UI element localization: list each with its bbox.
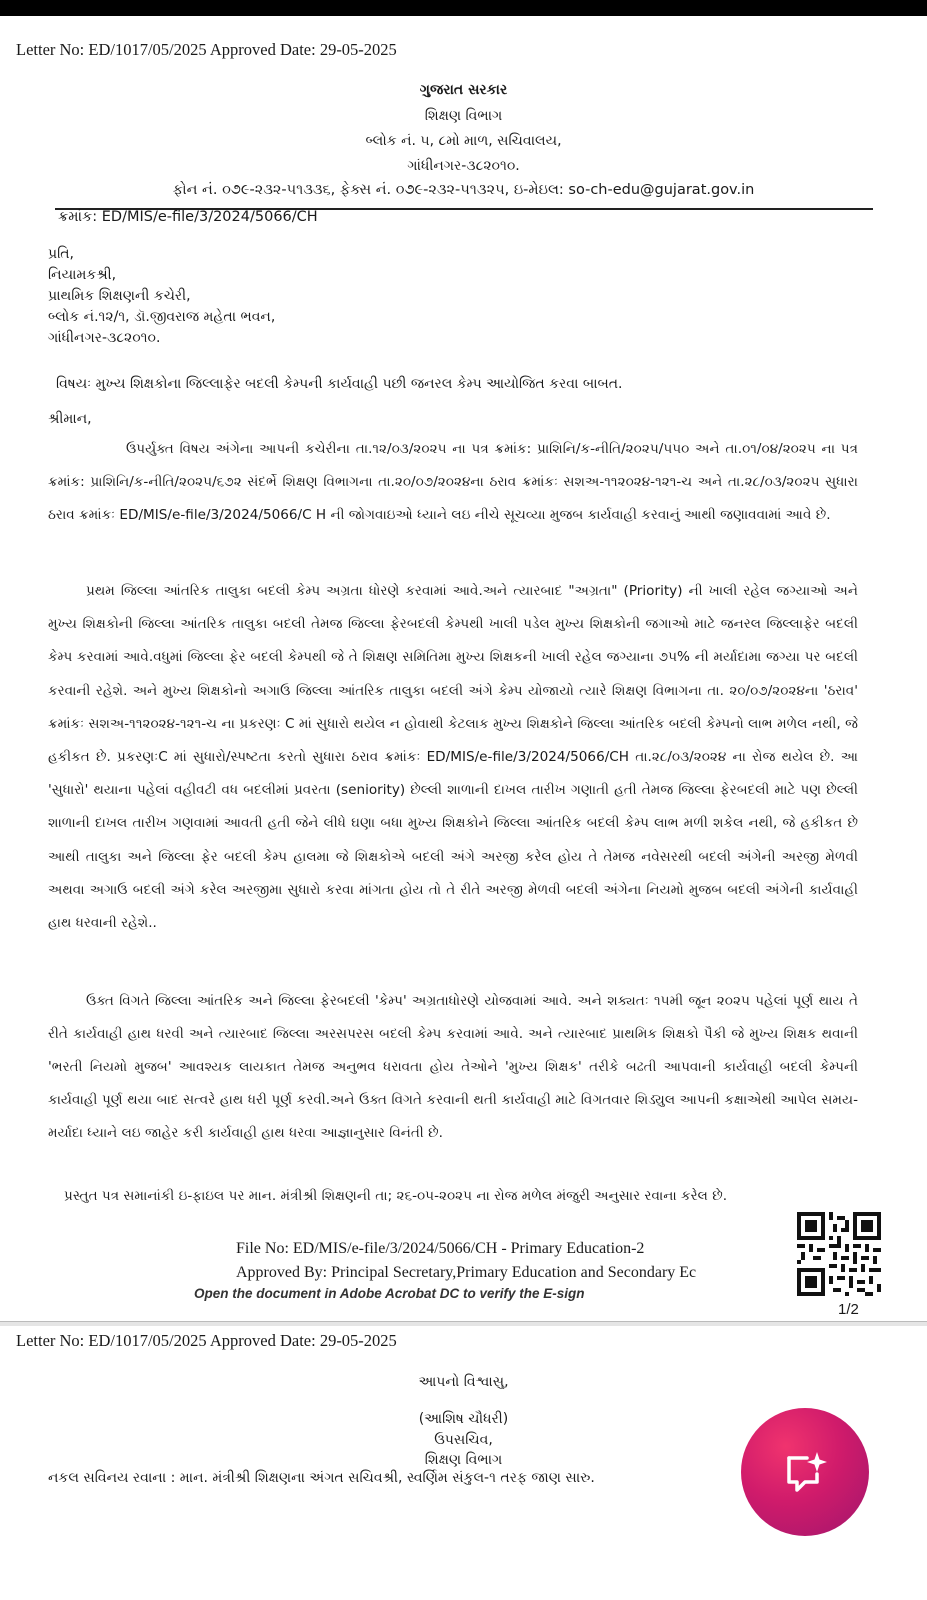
page-number: 1/2 [838,1301,859,1318]
subject-line: વિષયઃ મુખ્ય શિક્ષકોના જિલ્લાફેર બદલી કેમ્પની કાર્યવાહી પછી જનરલ કેમ્પ આયોજિત કરવા બાબત. [56,376,623,392]
recipient-line: બ્લોક નં.૧૨/૧, ડૉ.જીવરાજ મહેતા ભવન, [48,309,276,325]
recipient-line: પ્રતિ, [48,246,74,262]
body-paragraph-intro: ઉપર્યુક્ત વિષય અંગેના આપની કચેરીના તા.૧૨/૦૩/૨૦૨૫ ના પત્ર ક્રમાંક: પ્રાશિનિ/ક-નીતિ/૨૦૨૫/૫૫૦ અને તા.૦૧/૦૪/૨૦૨૫ ના પત્ર ક્રમાંક: પ્રાશિનિ/ક-નીતિ/૨૦૨૫/૬૭૨ સંદર્ભે શિક્ષણ વિભાગના તા.૨૦/૦૭/૨૦૨૪ના ઠરાવ ક્રમાંકઃ સશઅ-૧૧૨૦૨૪-૧૨૧-ચ અને તા.૨૮/૦૩/૨૦૨૫ સુધારા ઠરાવ ક્રમાંકઃ ED/MIS/e-file/3/2024/5066/C H ની જોગવાઇઓ ધ્યાને લઇ નીચે સૂચવ્યા મુજબ કાર્યવાહી કરવાનું આથી જણાવવામાં આવે છે. [48,441,858,523]
gov-title: ગુજરાત સરકાર [419,82,508,98]
body-paragraph-third: ઉક્ત વિગતે જિલ્લા આંતરિક અને જિલ્લા ફેરબદલી 'કેમ્પ' અગ્રતાધોરણે યોજવામાં આવે. અને શક્યતઃ ૧૫મી જૂન ૨૦૨૫ પહેલાં પૂર્ણ થાય તે રીતે કાર્યવાહી હાથ ધરવી અને ત્યારબાદ જિલ્લા અરસપરસ બદલી કેમ્પ કરવામાં આવે. અને ત્યારબાદ પ્રાથમિક શિક્ષકો પૈકી જે મુખ્ય શિક્ષક થવાની 'ભરતી નિયમો મુજબ' આવશ્યક લાયકાત તેમજ અનુભવ ધરાવતા હોય તેઓને 'મુખ્ય શિક્ષક' તરીકે બઢતી આપવાની કાર્યવાહી બદલી કેમ્પની કાર્યવાહી પૂર્ણ થયા બાદ સત્વરે હાથ ધરી પૂર્ણ કરવી.અને ઉક્ત વિગતે કરવાની થતી કાર્યવાહી માટે વિગતવાર શિડ્યુલ આપની કક્ષાએથી આપેલ સમય-મર્યાદા ધ્યાને લઇ જાહેર કરી કાર્યવાહી હાથ ધરવા આજ્ઞાનુસાર વિનંતી છે. [48,993,859,1141]
ai-assistant-button[interactable] [741,1408,869,1536]
copy-to-line: નકલ સવિનય રવાના : માન. મંત્રીશ્રી શિક્ષણના અંગત સચિવશ્રી, સ્વર્ણિમ સંકુલ-૧ તરફ જાણ સારુ. [48,1470,595,1486]
recipient-line: નિયામકશ્રી, [48,267,117,283]
dept-title: શિક્ષણ વિભાગ [424,108,503,124]
signatory-name: (આશિષ ચૌધરી) [418,1411,509,1427]
qr-code-icon[interactable] [797,1212,881,1296]
address-line-1: બ્લોક નં. ૫, ૮મો માળ, સચિવાલય, [365,133,562,149]
letter-header: Letter No: ED/1017/05/2025 Approved Date: 29-05-2025 [16,40,397,59]
approved-by: Approved By: Principal Secretary,Primary Education and Secondary Ec [236,1264,697,1281]
body-paragraph-main: પ્રથમ જિલ્લા આંતરિક તાલુકા બદલી કેમ્પ અગ્રતા ધોરણે કરવામાં આવે.અને ત્યારબાદ "અગ્રતા" (Priority) ની ખાલી રહેલ જગ્યાઓ અને મુખ્ય શિક્ષકોની જિલ્લા આંતરિક તાલુકા બદલી તેમજ જિલ્લા ફેરબદલી કેમ્પથી ખાલી પડેલ મુખ્ય શિક્ષકોની જગાઓ માટે જનરલ જિલ્લાફેર બદલી કેમ્પ કરવામાં આવે.વધુમાં જિલ્લા ફેર બદલી કેમ્પથી જે તે શિક્ષણ સમિતિમા મુખ્ય શિક્ષકની ખાલી રહેલ જગ્યાના ૭૫% ની મર્યાદામા જગ્યા પર બદલી કરવાની રહેશે. અને મુખ્ય શિક્ષકોનો અગાઉ જિલ્લા આંતરિક તાલુકા બદલી અંગે કેમ્પ યોજાયો ત્યારે શિક્ષણ વિભાગના તા. ૨૦/૦૭/૨૦૨૪ના 'ઠરાવ' ક્રમાંકઃ સશઅ-૧૧૨૦૨૪-૧૨૧-ચ ના પ્રકરણઃ C માં સુધારો થયેલ ન હોવાથી કેટલાક મુખ્ય શિક્ષકોને જિલ્લા આંતરિક બદલી કેમ્પનો લાભ મળેલ નથી, જે હકીકત છે. પ્રકરણઃC માં સુધારો/સ્પષ્ટતા કરતો સુધારા ઠરાવ ક્રમાંકઃ ED/MIS/e-file/3/2024/5066/CH તા.૨૮/૦૩/૨૦૨૪ ના રોજ થયેલ છે. આ 'સુધારો' થયાના પહેલાં વહીવટી વધ બદલીમાં પ્રવરતા (seniority) છેલ્લી શાળાની દાખલ તારીખ ગણાતી હતી તેમજ જિલ્લા ફેરબદલી માટે પણ છેલ્લી શાળાની દાખલ તારીખ ગણવામાં આવતી હતી જેને લીધે ઘણા બધા મુખ્ય શિક્ષકોને જિલ્લા આંતરિક બદલી કેમ્પ લાભ મળી શકેલ નથી, જે હકીકત છે આથી તાલુકા અને જિલ્લા ફેર બદલી કેમ્પ હાલમા જે શિક્ષકોએ બદલી અંગે અરજી કરેલ હોય તે તેમજ નવેસરથી બદલી અંગેની અરજી મેળવી અથવા અગાઉ બદલી અંગે કરેલ અરજીમા સુધારો કરવા માંગતા હોય તો તે રીતે અરજી મેળવી બદલી અંગેના નિયમો મુજબ બદલી અંગેની કાર્યવાહી હાથ ધરવાની રહેશે.. [48,583,858,932]
salutation: શ્રીમાન, [48,411,92,427]
address-line-2: ગાંધીનગર-૩૮૨૦૧૦. [407,158,520,174]
recipient-line: પ્રાથમિક શિક્ષણની કચેરી, [48,288,191,304]
contact-line: ફોન નં. ૦૭૯-૨૩૨-૫૧૩૩૬, ફેક્સ નં. ૦૭૯-૨૩૨-૫૧૩૨૫, ઇ-મેઇલ: so-ch-edu@gujarat.gov.in [172,182,755,198]
reference-number: ક્રમાંક: ED/MIS/e-file/3/2024/5066/CH [58,209,318,225]
body-paragraph-approval: પ્રસ્તુત પત્ર સમાનાંકી ઇ-ફાઇલ પર માન. મંત્રીશ્રી શિક્ષણની તા; ૨૬-૦૫-૨૦૨૫ ના રોજ મળેલ મંજુરી અનુસાર રવાના કરેલ છે. [64,1188,728,1204]
signatory-title: ઉપસચિવ, [434,1432,493,1448]
recipient-line: ગાંધીનગર-૩૮૨૦૧૦. [48,330,161,346]
ai-sparkle-chat-icon [777,1444,833,1500]
closing-text: આપનો વિશ્વાસુ, [418,1374,509,1390]
letter-header-page-2: Letter No: ED/1017/05/2025 Approved Date: 29-05-2025 [16,1331,397,1350]
signatory-dept: શિક્ષણ વિભાગ [424,1452,503,1468]
status-bar [0,0,927,16]
file-number: File No: ED/MIS/e-file/3/2024/5066/CH - Primary Education-2 [236,1240,645,1257]
page-divider [0,1321,927,1326]
esign-verify-note: Open the document in Adobe Acrobat DC to verify the E-sign [194,1286,585,1301]
